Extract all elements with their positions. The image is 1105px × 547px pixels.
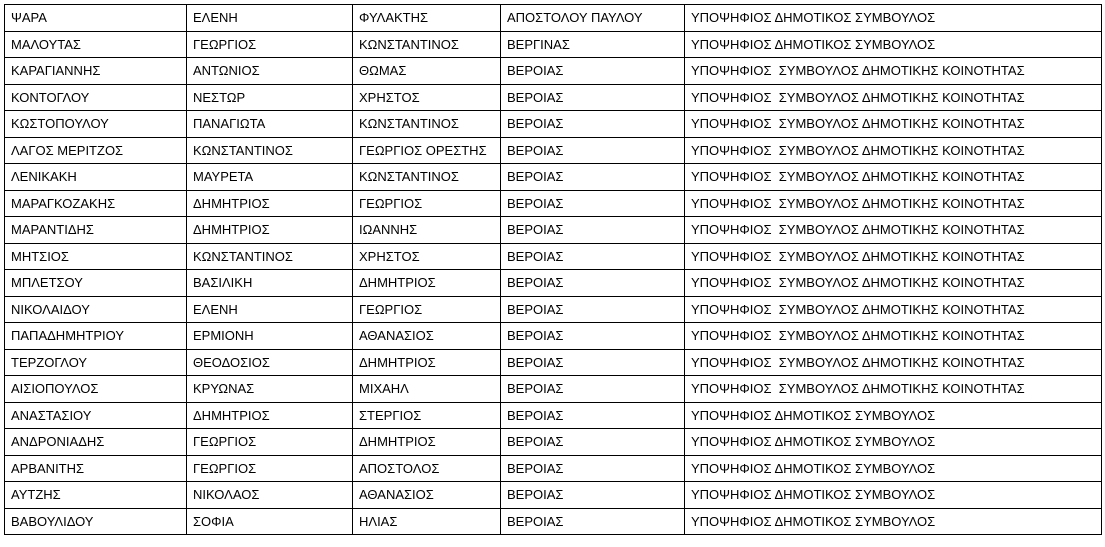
surname-cell: ΚΑΡΑΓΙΑΝΝΗΣ <box>5 58 187 85</box>
table-row <box>5 58 1102 85</box>
first-name-cell: ΕΡΜΙΟΝΗ <box>187 323 353 350</box>
surname-cell: ΜΑΛΟΥΤΑΣ <box>5 31 187 58</box>
table-row <box>5 137 1102 164</box>
father-name-cell: ΚΩΝΣΤΑΝΤΙΝΟΣ <box>353 111 501 138</box>
candidacy-cell: ΥΠΟΨΗΦΙΟΣ ΣΥΜΒΟΥΛΟΣ ΔΗΜΟΤΙΚΗΣ ΚΟΙΝΟΤΗΤΑΣ <box>685 84 1102 111</box>
surname-cell: ΛΑΓΟΣ ΜΕΡΙΤΖΟΣ <box>5 137 187 164</box>
municipal-unit-cell: ΒΕΡΓΙΝΑΣ <box>501 31 685 58</box>
first-name-cell: ΣΟΦΙΑ <box>187 508 353 535</box>
first-name-cell: ΓΕΩΡΓΙΟΣ <box>187 429 353 456</box>
surname-cell: ΨΑΡΑ <box>5 5 187 32</box>
candidacy-cell: ΥΠΟΨΗΦΙΟΣ ΣΥΜΒΟΥΛΟΣ ΔΗΜΟΤΙΚΗΣ ΚΟΙΝΟΤΗΤΑΣ <box>685 190 1102 217</box>
father-name-cell: ΧΡΗΣΤΟΣ <box>353 84 501 111</box>
table-row <box>5 349 1102 376</box>
municipal-unit-cell: ΒΕΡΟΙΑΣ <box>501 349 685 376</box>
first-name-cell: ΔΗΜΗΤΡΙΟΣ <box>187 402 353 429</box>
table-row <box>5 402 1102 429</box>
first-name-cell: ΚΡΥΩΝΑΣ <box>187 376 353 403</box>
candidacy-cell: ΥΠΟΨΗΦΙΟΣ ΣΥΜΒΟΥΛΟΣ ΔΗΜΟΤΙΚΗΣ ΚΟΙΝΟΤΗΤΑΣ <box>685 376 1102 403</box>
first-name-cell: ΝΙΚΟΛΑΟΣ <box>187 482 353 509</box>
candidacy-cell: ΥΠΟΨΗΦΙΟΣ ΔΗΜΟΤΙΚΟΣ ΣΥΜΒΟΥΛΟΣ <box>685 402 1102 429</box>
municipal-unit-cell: ΒΕΡΟΙΑΣ <box>501 243 685 270</box>
municipal-unit-cell: ΒΕΡΟΙΑΣ <box>501 84 685 111</box>
first-name-cell: ΠΑΝΑΓΙΩΤΑ <box>187 111 353 138</box>
father-name-cell: ΑΘΑΝΑΣΙΟΣ <box>353 323 501 350</box>
surname-cell: ΚΩΣΤΟΠΟΥΛΟΥ <box>5 111 187 138</box>
table-row <box>5 376 1102 403</box>
table-row <box>5 455 1102 482</box>
first-name-cell: ΕΛΕΝΗ <box>187 5 353 32</box>
candidacy-cell: ΥΠΟΨΗΦΙΟΣ ΔΗΜΟΤΙΚΟΣ ΣΥΜΒΟΥΛΟΣ <box>685 482 1102 509</box>
table-row <box>5 84 1102 111</box>
candidates-table <box>4 4 1102 535</box>
candidacy-cell: ΥΠΟΨΗΦΙΟΣ ΔΗΜΟΤΙΚΟΣ ΣΥΜΒΟΥΛΟΣ <box>685 508 1102 535</box>
municipal-unit-cell: ΒΕΡΟΙΑΣ <box>501 429 685 456</box>
municipal-unit-cell: ΒΕΡΟΙΑΣ <box>501 137 685 164</box>
father-name-cell: ΔΗΜΗΤΡΙΟΣ <box>353 270 501 297</box>
surname-cell: ΛΕΝΙΚΑΚΗ <box>5 164 187 191</box>
first-name-cell: ΒΑΣΙΛΙΚΗ <box>187 270 353 297</box>
municipal-unit-cell: ΒΕΡΟΙΑΣ <box>501 402 685 429</box>
father-name-cell: ΙΩΑΝΝΗΣ <box>353 217 501 244</box>
father-name-cell: ΧΡΗΣΤΟΣ <box>353 243 501 270</box>
first-name-cell: ΓΕΩΡΓΙΟΣ <box>187 455 353 482</box>
father-name-cell: ΣΤΕΡΓΙΟΣ <box>353 402 501 429</box>
municipal-unit-cell: ΒΕΡΟΙΑΣ <box>501 217 685 244</box>
first-name-cell: ΕΛΕΝΗ <box>187 296 353 323</box>
table-row <box>5 217 1102 244</box>
surname-cell: ΝΙΚΟΛΑΙΔΟΥ <box>5 296 187 323</box>
table-row <box>5 190 1102 217</box>
municipal-unit-cell: ΒΕΡΟΙΑΣ <box>501 190 685 217</box>
first-name-cell: ΚΩΝΣΤΑΝΤΙΝΟΣ <box>187 243 353 270</box>
candidacy-cell: ΥΠΟΨΗΦΙΟΣ ΔΗΜΟΤΙΚΟΣ ΣΥΜΒΟΥΛΟΣ <box>685 5 1102 32</box>
municipal-unit-cell: ΒΕΡΟΙΑΣ <box>501 164 685 191</box>
table-row <box>5 429 1102 456</box>
candidacy-cell: ΥΠΟΨΗΦΙΟΣ ΣΥΜΒΟΥΛΟΣ ΔΗΜΟΤΙΚΗΣ ΚΟΙΝΟΤΗΤΑΣ <box>685 349 1102 376</box>
first-name-cell: ΜΑΥΡΕΤΑ <box>187 164 353 191</box>
father-name-cell: ΓΕΩΡΓΙΟΣ <box>353 296 501 323</box>
father-name-cell: ΘΩΜΑΣ <box>353 58 501 85</box>
municipal-unit-cell: ΒΕΡΟΙΑΣ <box>501 376 685 403</box>
surname-cell: ΑΝΔΡΟΝΙΑΔΗΣ <box>5 429 187 456</box>
table-row <box>5 270 1102 297</box>
municipal-unit-cell: ΑΠΟΣΤΟΛΟΥ ΠΑΥΛΟΥ <box>501 5 685 32</box>
municipal-unit-cell: ΒΕΡΟΙΑΣ <box>501 296 685 323</box>
candidacy-cell: ΥΠΟΨΗΦΙΟΣ ΣΥΜΒΟΥΛΟΣ ΔΗΜΟΤΙΚΗΣ ΚΟΙΝΟΤΗΤΑΣ <box>685 111 1102 138</box>
candidacy-cell: ΥΠΟΨΗΦΙΟΣ ΣΥΜΒΟΥΛΟΣ ΔΗΜΟΤΙΚΗΣ ΚΟΙΝΟΤΗΤΑΣ <box>685 137 1102 164</box>
municipal-unit-cell: ΒΕΡΟΙΑΣ <box>501 508 685 535</box>
father-name-cell: ΑΠΟΣΤΟΛΟΣ <box>353 455 501 482</box>
candidacy-cell: ΥΠΟΨΗΦΙΟΣ ΣΥΜΒΟΥΛΟΣ ΔΗΜΟΤΙΚΗΣ ΚΟΙΝΟΤΗΤΑΣ <box>685 323 1102 350</box>
municipal-unit-cell: ΒΕΡΟΙΑΣ <box>501 270 685 297</box>
table-row <box>5 164 1102 191</box>
table-row <box>5 508 1102 535</box>
municipal-unit-cell: ΒΕΡΟΙΑΣ <box>501 482 685 509</box>
surname-cell: ΑΙΣΙΟΠΟΥΛΟΣ <box>5 376 187 403</box>
candidacy-cell: ΥΠΟΨΗΦΙΟΣ ΔΗΜΟΤΙΚΟΣ ΣΥΜΒΟΥΛΟΣ <box>685 429 1102 456</box>
candidacy-cell: ΥΠΟΨΗΦΙΟΣ ΔΗΜΟΤΙΚΟΣ ΣΥΜΒΟΥΛΟΣ <box>685 31 1102 58</box>
father-name-cell: ΦΥΛΑΚΤΗΣ <box>353 5 501 32</box>
first-name-cell: ΝΕΣΤΩΡ <box>187 84 353 111</box>
table-row <box>5 5 1102 32</box>
father-name-cell: ΚΩΝΣΤΑΝΤΙΝΟΣ <box>353 164 501 191</box>
candidacy-cell: ΥΠΟΨΗΦΙΟΣ ΣΥΜΒΟΥΛΟΣ ΔΗΜΟΤΙΚΗΣ ΚΟΙΝΟΤΗΤΑΣ <box>685 164 1102 191</box>
table-row <box>5 243 1102 270</box>
table-row <box>5 323 1102 350</box>
candidacy-cell: ΥΠΟΨΗΦΙΟΣ ΣΥΜΒΟΥΛΟΣ ΔΗΜΟΤΙΚΗΣ ΚΟΙΝΟΤΗΤΑΣ <box>685 296 1102 323</box>
surname-cell: ΠΑΠΑΔΗΜΗΤΡΙΟΥ <box>5 323 187 350</box>
candidacy-cell: ΥΠΟΨΗΦΙΟΣ ΣΥΜΒΟΥΛΟΣ ΔΗΜΟΤΙΚΗΣ ΚΟΙΝΟΤΗΤΑΣ <box>685 217 1102 244</box>
candidacy-cell: ΥΠΟΨΗΦΙΟΣ ΣΥΜΒΟΥΛΟΣ ΔΗΜΟΤΙΚΗΣ ΚΟΙΝΟΤΗΤΑΣ <box>685 243 1102 270</box>
surname-cell: ΜΑΡΑΓΚΟΖΑΚΗΣ <box>5 190 187 217</box>
table-row <box>5 31 1102 58</box>
father-name-cell: ΑΘΑΝΑΣΙΟΣ <box>353 482 501 509</box>
candidacy-cell: ΥΠΟΨΗΦΙΟΣ ΣΥΜΒΟΥΛΟΣ ΔΗΜΟΤΙΚΗΣ ΚΟΙΝΟΤΗΤΑΣ <box>685 58 1102 85</box>
surname-cell: ΜΠΛΕΤΣΟΥ <box>5 270 187 297</box>
municipal-unit-cell: ΒΕΡΟΙΑΣ <box>501 323 685 350</box>
municipal-unit-cell: ΒΕΡΟΙΑΣ <box>501 111 685 138</box>
candidacy-cell: ΥΠΟΨΗΦΙΟΣ ΣΥΜΒΟΥΛΟΣ ΔΗΜΟΤΙΚΗΣ ΚΟΙΝΟΤΗΤΑΣ <box>685 270 1102 297</box>
first-name-cell: ΘΕΟΔΟΣΙΟΣ <box>187 349 353 376</box>
municipal-unit-cell: ΒΕΡΟΙΑΣ <box>501 455 685 482</box>
candidates-table-body <box>5 5 1102 535</box>
surname-cell: ΑΥΤΖΗΣ <box>5 482 187 509</box>
first-name-cell: ΓΕΩΡΓΙΟΣ <box>187 31 353 58</box>
father-name-cell: ΚΩΝΣΤΑΝΤΙΝΟΣ <box>353 31 501 58</box>
municipal-unit-cell: ΒΕΡΟΙΑΣ <box>501 58 685 85</box>
table-row <box>5 482 1102 509</box>
first-name-cell: ΔΗΜΗΤΡΙΟΣ <box>187 217 353 244</box>
surname-cell: ΜΗΤΣΙΟΣ <box>5 243 187 270</box>
first-name-cell: ΚΩΝΣΤΑΝΤΙΝΟΣ <box>187 137 353 164</box>
table-row <box>5 296 1102 323</box>
surname-cell: ΑΝΑΣΤΑΣΙΟΥ <box>5 402 187 429</box>
surname-cell: ΚΟΝΤΟΓΛΟΥ <box>5 84 187 111</box>
candidacy-cell: ΥΠΟΨΗΦΙΟΣ ΔΗΜΟΤΙΚΟΣ ΣΥΜΒΟΥΛΟΣ <box>685 455 1102 482</box>
first-name-cell: ΔΗΜΗΤΡΙΟΣ <box>187 190 353 217</box>
father-name-cell: ΗΛΙΑΣ <box>353 508 501 535</box>
surname-cell: ΜΑΡΑΝΤΙΔΗΣ <box>5 217 187 244</box>
father-name-cell: ΔΗΜΗΤΡΙΟΣ <box>353 349 501 376</box>
table-row <box>5 111 1102 138</box>
surname-cell: ΒΑΒΟΥΛΙΔΟΥ <box>5 508 187 535</box>
father-name-cell: ΔΗΜΗΤΡΙΟΣ <box>353 429 501 456</box>
father-name-cell: ΜΙΧΑΗΛ <box>353 376 501 403</box>
surname-cell: ΑΡΒΑΝΙΤΗΣ <box>5 455 187 482</box>
surname-cell: ΤΕΡΖΟΓΛΟΥ <box>5 349 187 376</box>
father-name-cell: ΓΕΩΡΓΙΟΣ <box>353 190 501 217</box>
father-name-cell: ΓΕΩΡΓΙΟΣ ΟΡΕΣΤΗΣ <box>353 137 501 164</box>
first-name-cell: ΑΝΤΩΝΙΟΣ <box>187 58 353 85</box>
